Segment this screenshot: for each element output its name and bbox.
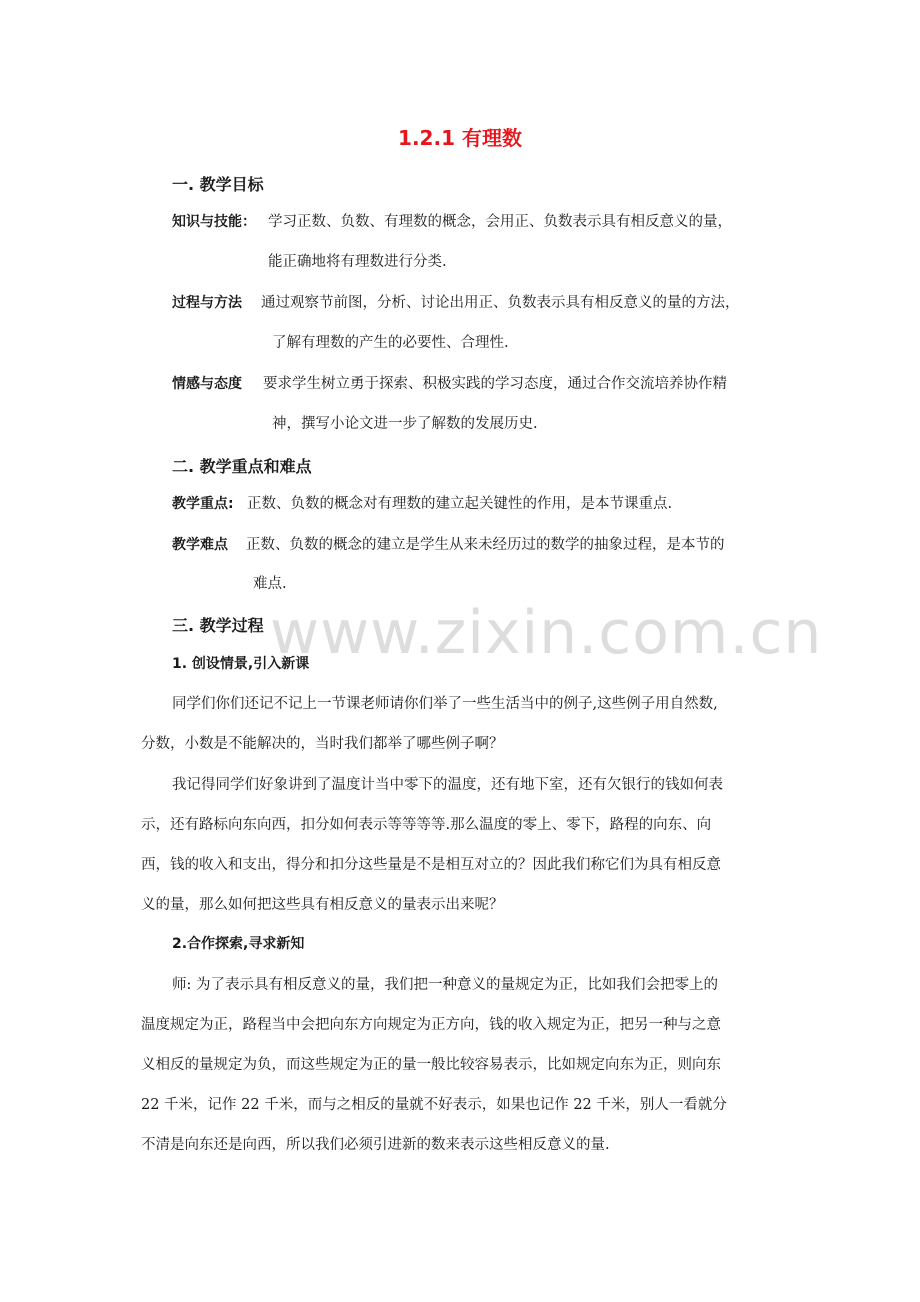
paragraph-3-line-1: 师: 为了表示具有相反意义的量，我们把一种意义的量规定为正，比如我们会把零上的 — [172, 977, 718, 993]
paragraph-3-line-2: 温度规定为正，路程当中会把向东方向规定为正方向，钱的收入规定为正，把另一种与之意 — [141, 1017, 721, 1033]
label-attitude: 情感与态度 — [172, 376, 242, 392]
paragraph-2-line-3: 西，钱的收入和支出，得分和扣分这些量是不是相互对立的？因此我们称它们为具有相反意 — [141, 857, 721, 873]
paragraph-2-line-2: 示，还有路标向东向西，扣分如何表示等等等等.那么温度的零上、零下，路程的向东、向 — [141, 817, 712, 833]
subheading-explore: 2.合作探索,寻求新知 — [172, 936, 305, 952]
process-line-2: 了解有理数的产生的必要性、合理性. — [272, 335, 509, 351]
knowledge-line-1: 学习正数、负数、有理数的概念，会用正、负数表示具有相反意义的量， — [268, 214, 732, 230]
section-heading-key-points: 二. 教学重点和难点 — [172, 457, 312, 476]
paragraph-3-line-4: 22 千米，记作 22 千米，而与之相反的量就不好表示，如果也记作 22 千米，别人一看就分 — [141, 1097, 727, 1113]
paragraph-1-line-1: 同学们你们还记不记上一节课老师请你们举了一些生活当中的例子,这些例子用自然数, — [172, 696, 718, 712]
difficult-point-line-2: 难点. — [253, 576, 287, 592]
key-point-line-1: 正数、负数的概念对有理数的建立起关键性的作用，是本节课重点. — [247, 496, 673, 512]
paragraph-2-line-1: 我记得同学们好象讲到了温度计当中零下的温度，还有地下室，还有欠银行的钱如何表 — [172, 777, 723, 793]
watermark: www.zixin.com.cn — [270, 598, 823, 668]
document-title: 1.2.1 有理数 — [398, 126, 522, 150]
attitude-line-1: 要求学生树立勇于探索、积极实践的学习态度，通过合作交流培养协作精 — [263, 376, 727, 392]
knowledge-line-2: 能正确地将有理数进行分类. — [268, 254, 447, 270]
label-key-point: 教学重点: — [172, 496, 234, 512]
subheading-scenario: 1. 创设情景,引入新课 — [172, 656, 310, 672]
label-process: 过程与方法 — [172, 295, 242, 311]
difficult-point-line-1: 正数、负数的概念的建立是学生从来未经历过的数学的抽象过程，是本节的 — [246, 537, 725, 553]
attitude-line-2: 神，撰写小论文进一步了解数的发展历史. — [272, 416, 538, 432]
paragraph-2-line-4: 义的量，那么如何把这些具有相反意义的量表示出来呢？ — [141, 897, 504, 913]
paragraph-1-line-2: 分数，小数是不能解决的，当时我们都举了哪些例子啊？ — [141, 736, 504, 752]
section-heading-goals: 一. 教学目标 — [172, 175, 264, 194]
paragraph-3-line-5: 不清是向东还是向西，所以我们必须引进新的数来表示这些相反意义的量. — [141, 1137, 610, 1153]
section-heading-process: 三. 教学过程 — [172, 616, 264, 635]
label-difficult-point: 教学难点 — [172, 537, 228, 553]
paragraph-3-line-3: 义相反的量规定为负，而这些规定为正的量一般比较容易表示，比如规定向东为正，则向东 — [141, 1057, 721, 1073]
process-line-1: 通过观察节前图，分析、讨论出用正、负数表示具有相反意义的量的方法， — [261, 295, 740, 311]
label-knowledge: 知识与技能： — [172, 214, 256, 230]
